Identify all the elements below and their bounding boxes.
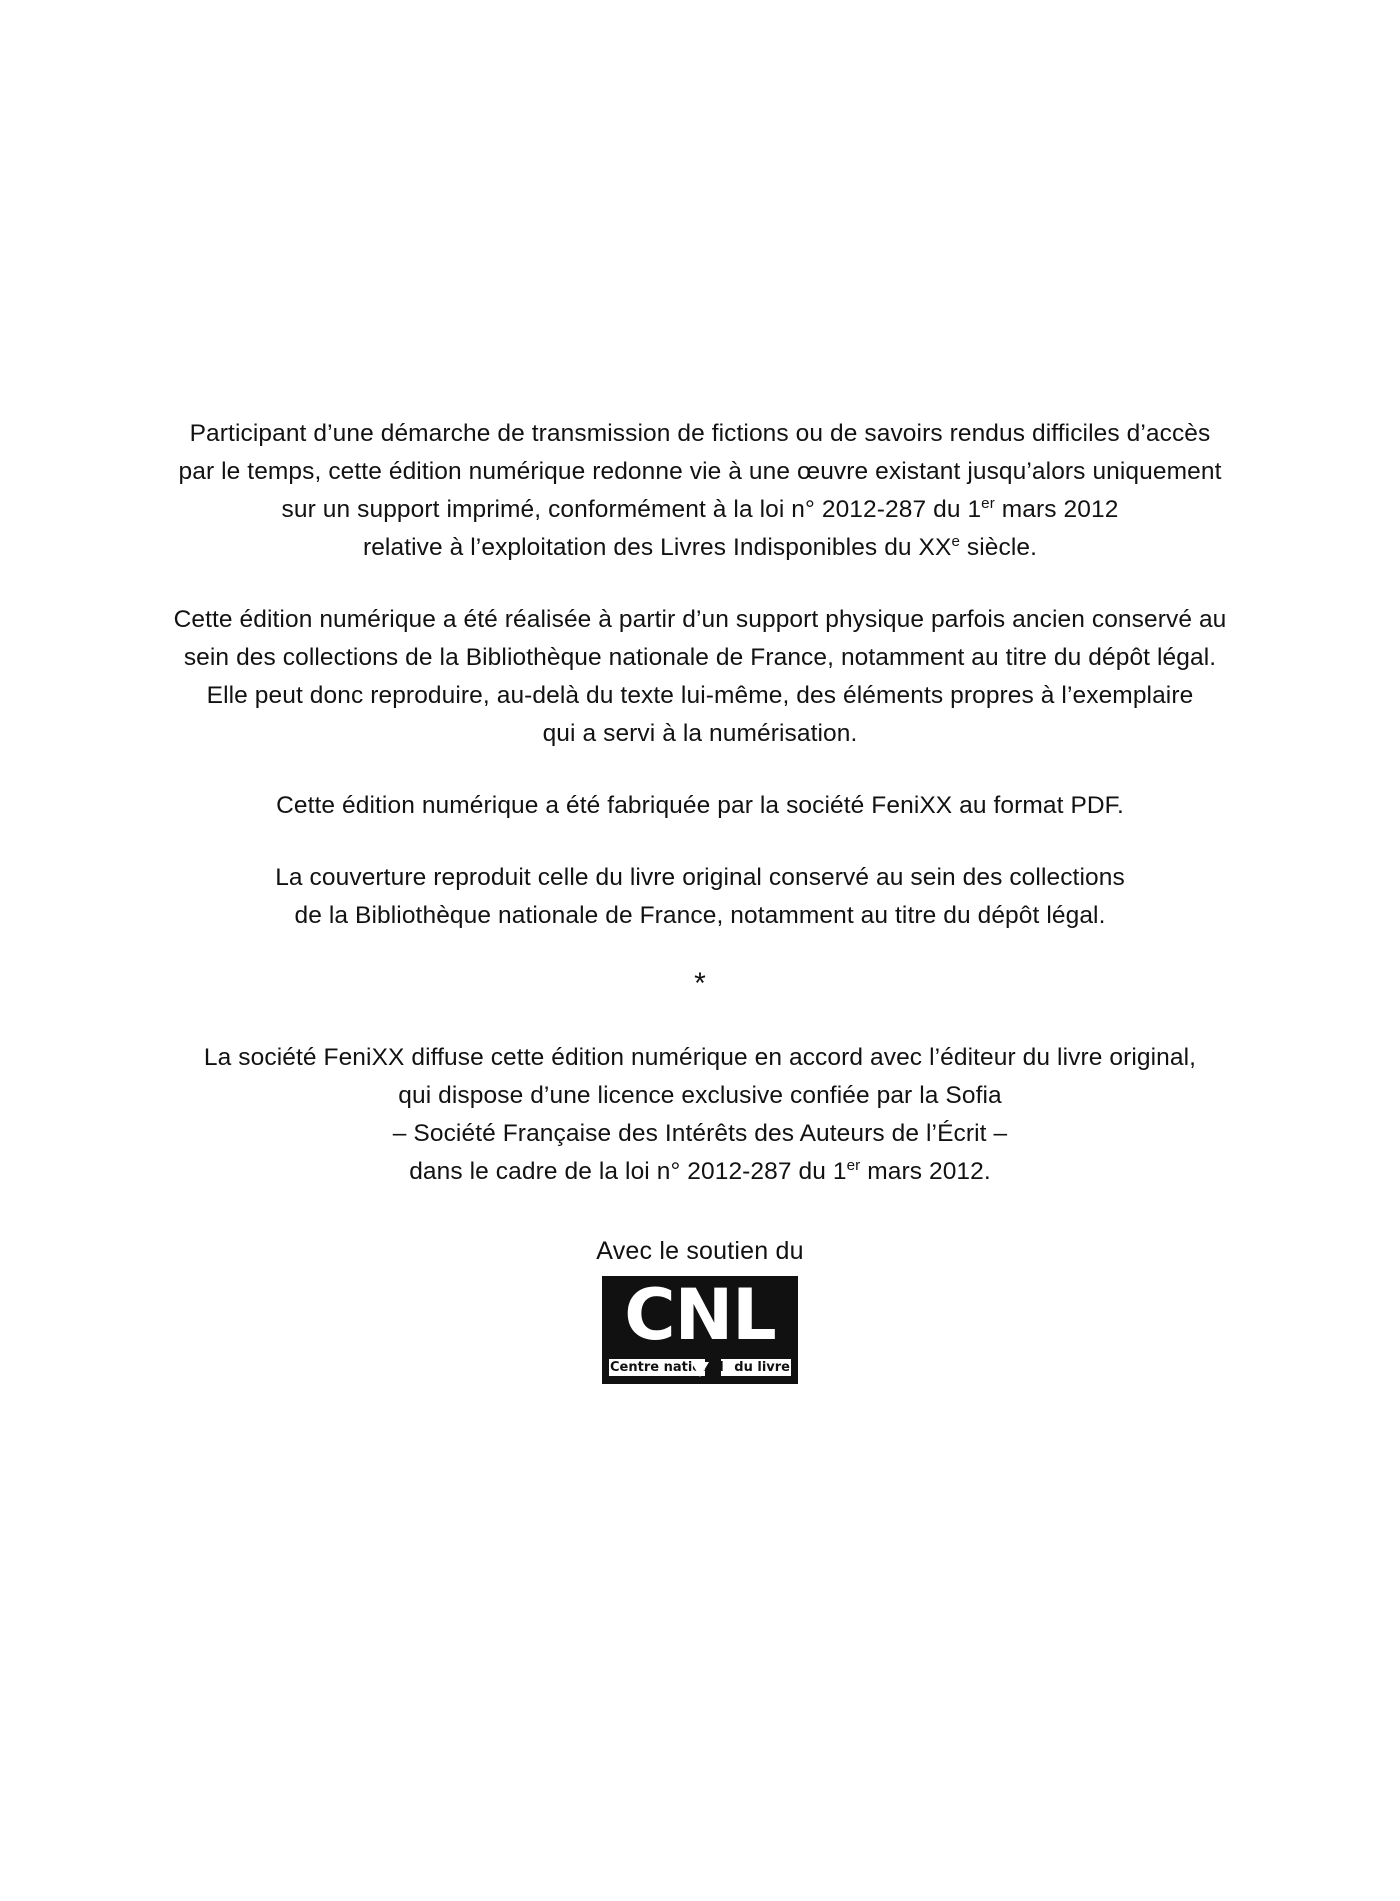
text-line: par le temps, cette édition numérique redonne vie à une œuvre existant jusqu’alors uniquement xyxy=(178,457,1222,485)
cnl-logo-letters: CNL xyxy=(624,1273,776,1356)
text-fragment: siècle. xyxy=(959,533,1038,561)
text-line: Participant d’une démarche de transmission de fictions ou de savoirs rendus difficiles d’accès xyxy=(189,420,1211,447)
text-line: qui a servi à la numérisation. xyxy=(542,719,858,747)
cnl-logo xyxy=(602,1273,798,1384)
text-line: Cette édition numérique a été réalisée à partir d’un support physique parfois ancien conservé au xyxy=(173,605,1227,633)
text-fragment: relative à l’exploitation des Livres Indisponibles du XX xyxy=(362,533,952,561)
cnl-logo-check-mark xyxy=(691,1362,709,1377)
paragraph-transmission xyxy=(120,415,1280,567)
paragraph-diffusion xyxy=(120,1039,1280,1191)
cnl-baseline-text-left: Centre national xyxy=(610,1359,724,1375)
text-line: Elle peut donc reproduire, au-delà du texte lui-même, des éléments propres à l’exemplaire xyxy=(206,681,1194,709)
text-fragment: sur un support imprimé, conformément à la loi n° 2012-287 du 1 xyxy=(281,495,982,523)
ordinal-suffix: er xyxy=(981,494,995,512)
text-line xyxy=(120,529,1280,567)
support-label: Avec le soutien du xyxy=(596,1236,804,1265)
text-line: qui dispose d’une licence exclusive confiée par la Sofia xyxy=(398,1081,1002,1109)
text-line: sein des collections de la Bibliothèque nationale de France, notamment au titre du dépôt légal. xyxy=(183,643,1217,671)
text-line: – Société Française des Intérêts des Auteurs de l’Écrit – xyxy=(392,1119,1008,1147)
text-fragment: mars 2012 xyxy=(994,495,1119,523)
text-line: Cette édition numérique a été fabriquée par la société FeniXX au format PDF. xyxy=(276,791,1124,819)
text-line: La société FeniXX diffuse cette édition numérique en accord avec l’éditeur du livre original, xyxy=(203,1043,1197,1071)
paragraph-fabrication xyxy=(120,787,1280,825)
text-line xyxy=(120,1153,1280,1191)
ordinal-suffix: e xyxy=(951,532,960,550)
paragraph-separator: * xyxy=(694,966,706,1000)
text-line: La couverture reproduit celle du livre original conservé au sein des collections xyxy=(275,863,1125,891)
paragraph-couverture xyxy=(120,859,1280,935)
document-body xyxy=(120,415,1280,1384)
text-line xyxy=(120,491,1280,529)
paragraph-support-physique xyxy=(120,601,1280,753)
ordinal-suffix: er xyxy=(846,1156,861,1174)
cnl-baseline-text-right: du livre xyxy=(734,1359,790,1375)
support-section xyxy=(120,1237,1280,1384)
text-line: de la Bibliothèque nationale de France, notamment au titre du dépôt légal. xyxy=(294,901,1106,929)
text-fragment: dans le cadre de la loi n° 2012-287 du 1 xyxy=(409,1157,847,1185)
text-fragment: mars 2012. xyxy=(860,1157,991,1185)
